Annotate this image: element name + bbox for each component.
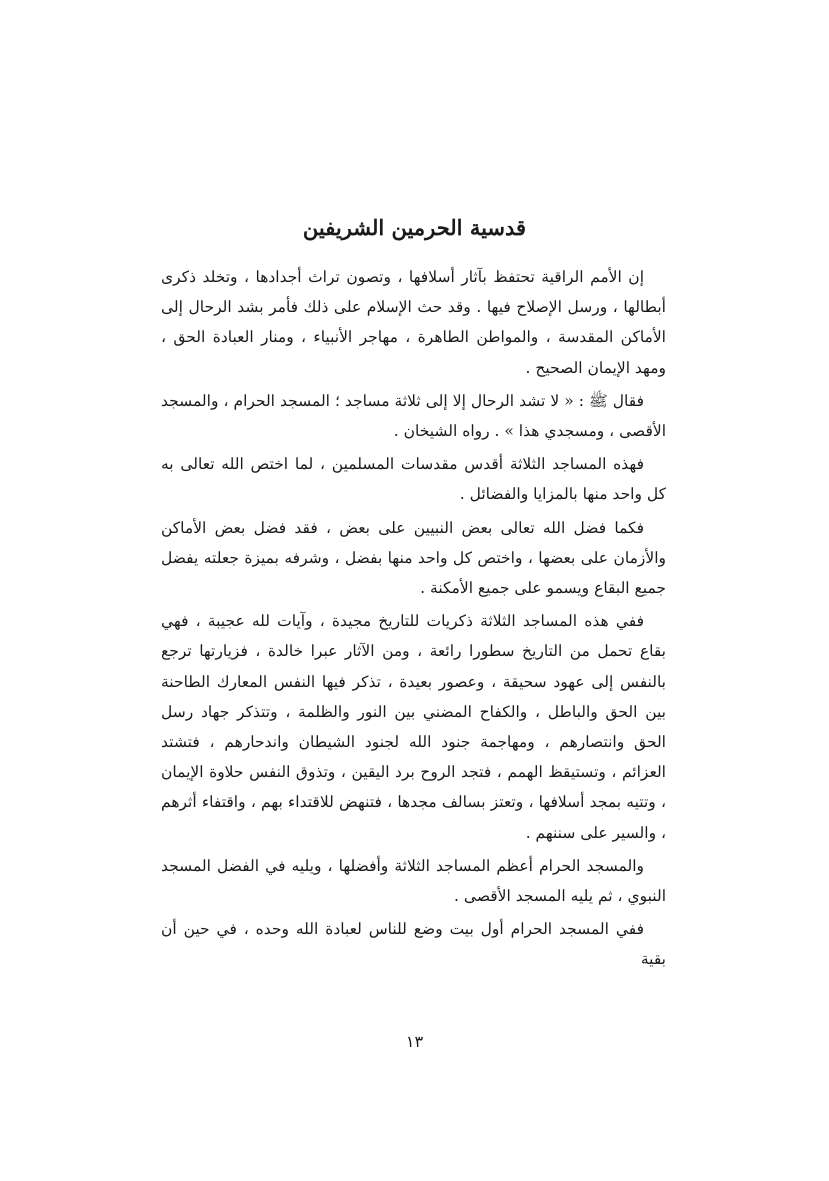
paragraph: ففي المسجد الحرام أول بيت وضع للناس لعبادة الله وحده ، في حين أن بقية xyxy=(161,920,666,969)
paragraph: فهذه المساجد الثلاثة أقدس مقدسات المسلمين ، لما اختص الله تعالى به كل واحد منها بالمزايا والفضائل . xyxy=(161,455,666,504)
paragraph: والمسجد الحرام أعظم المساجد الثلاثة وأفضلها ، ويليه في الفضل المسجد النبوي ، ثم يليه المسجد الأقصى . xyxy=(161,856,666,906)
paragraph: فقال ﷺ : « لا تشد الرحال إلا إلى ثلاثة مساجد ؛ المسجد الحرام ، والمسجد الأقصى ، ومسجدي هذا » . رواه الشيخان . xyxy=(161,391,666,441)
chapter-title: قدسية الحرمين الشريفين xyxy=(302,215,527,240)
page-number: ١٣ xyxy=(405,1032,424,1051)
paragraph: إن الأمم الراقية تحتفظ بآثار أسلافها ، وتصون تراث أجدادها ، وتخلد ذكرى أبطالها ، ورسل الإصلاح فيها . وقد حث الإسلام على ذلك فأمر بشد الرحال إلى الأماكن المقدسة ، والمواطن الطاهرة ، مهاجر الأنبياء ، ومنار العبادة الحق ، ومهد الإيمان الصحيح . xyxy=(161,268,666,377)
body-text xyxy=(161,262,666,978)
paragraph: ففي هذه المساجد الثلاثة ذكريات للتاريخ مجيدة ، وآيات لله عجيبة ، فهي بقاع تحمل من التاريخ سطورا رائعة ، ومن الآثار عبرا خالدة ، فزيارتها ترجع بالنفس إلى عهود سحيقة ، وعصور بعيدة ، تذكر فيها النفس المعارك الطاحنة بين الحق والباطل ، والكفاح المضني بين النور والظلمة ، وتتذكر جهاد رسل الحق وانتصارهم ، ومهاجمة جنود الله لجنود الشيطان واندحارهم ، فتشتد العزائم ، وتستيقظ الهمم ، فتجد الروح برد اليقين ، وتذوق النفس حلاوة الإيمان ، وتتيه بمجد أسلافها ، وتعتز بسالف مجدها ، فتنهض للاقتداء بهم ، واقتفاء أثرهم ، والسير على سننهم . xyxy=(161,612,666,842)
paragraph: فكما فضل الله تعالى بعض النبيين على بعض ، فقد فضل بعض الأماكن والأزمان على بعضها ، واختص كل واحد منها بفضل ، وشرفه بميزة جعلته يفضل جميع البقاع ويسمو على جميع الأمكنة . xyxy=(161,518,666,598)
